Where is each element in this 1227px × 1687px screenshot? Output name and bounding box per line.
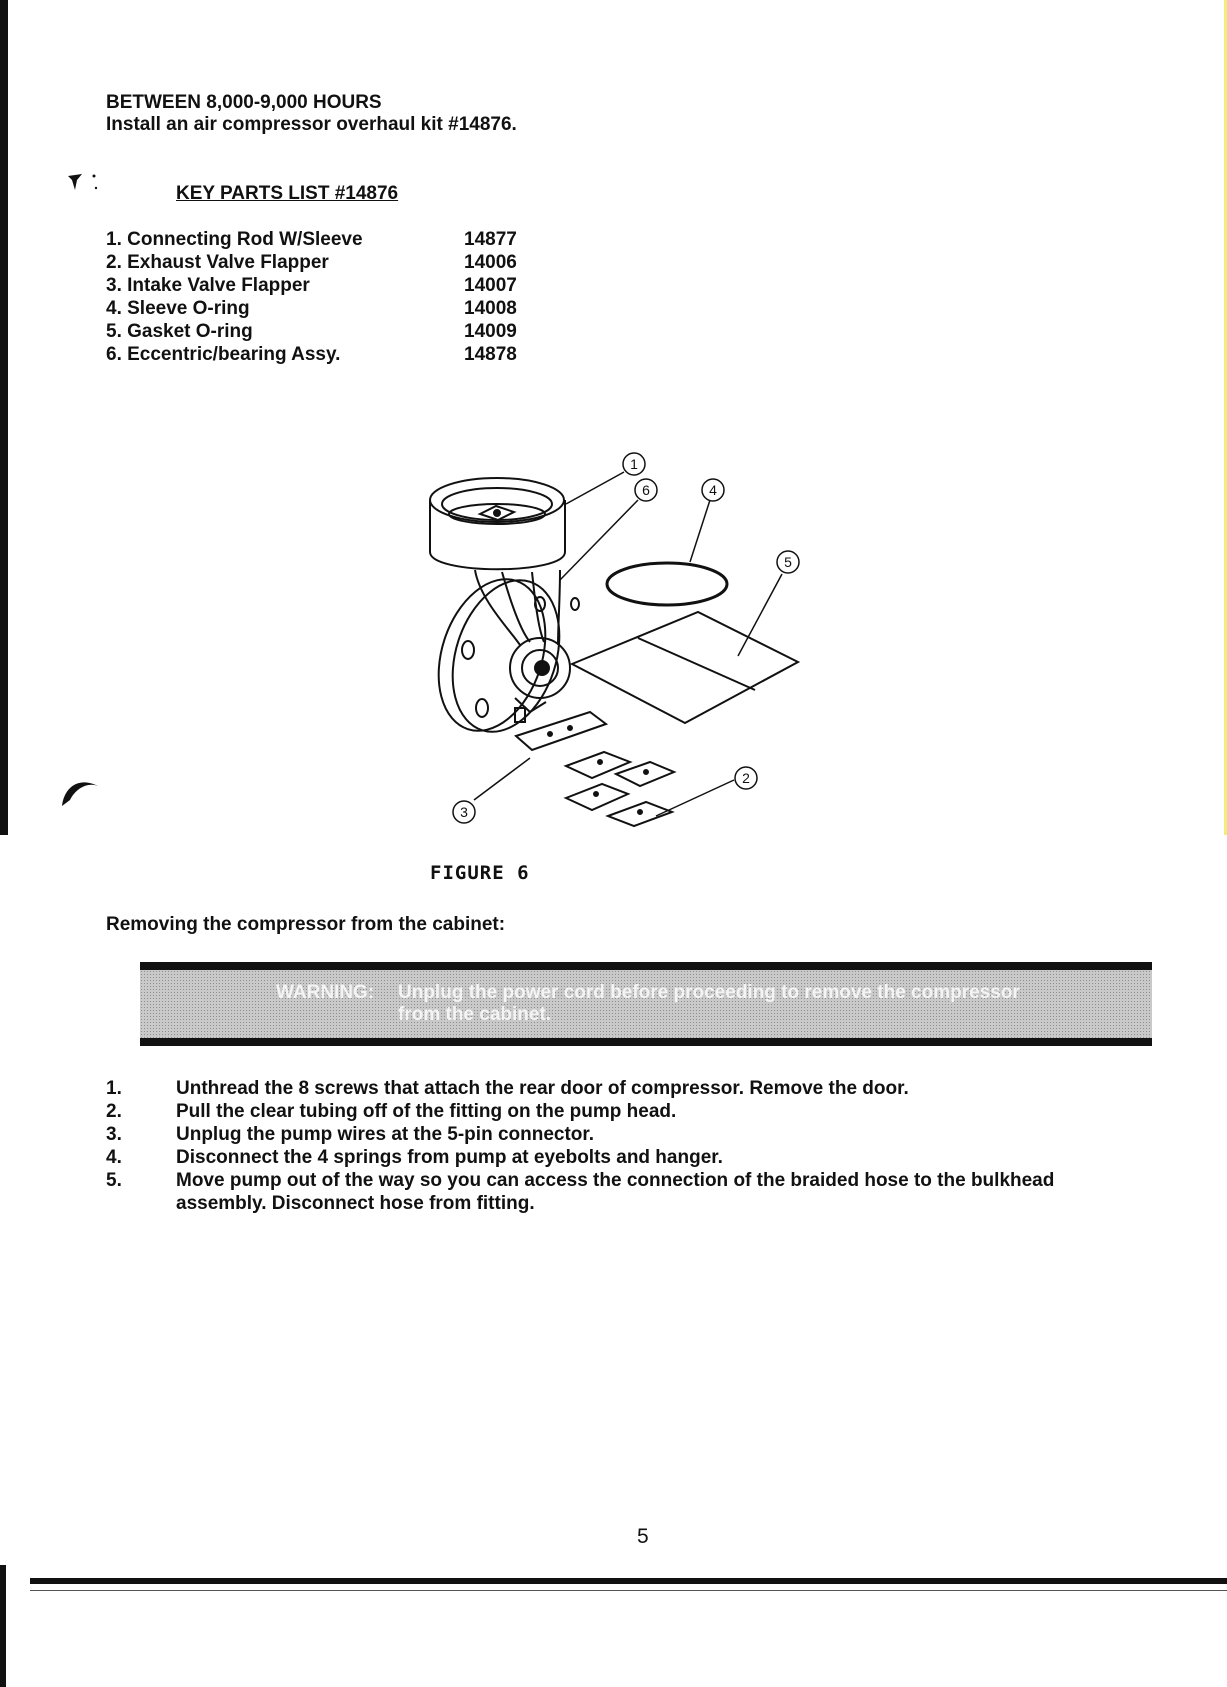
svg-text:4: 4 bbox=[709, 482, 717, 498]
removal-steps bbox=[106, 1077, 1126, 1215]
part-name: 4. Sleeve O-ring bbox=[106, 298, 250, 319]
step-number: 4. bbox=[106, 1147, 122, 1168]
svg-text:6: 6 bbox=[642, 482, 650, 498]
scan-speck-mark bbox=[60, 168, 110, 208]
part-name: 2. Exhaust Valve Flapper bbox=[106, 252, 329, 273]
heading-instruction: Install an air compressor overhaul kit #14876. bbox=[106, 114, 517, 135]
scan-edge-left-bottom bbox=[0, 1565, 6, 1687]
part-name: 6. Eccentric/bearing Assy. bbox=[106, 344, 341, 365]
part-row bbox=[106, 320, 544, 343]
bottom-rule-thin bbox=[30, 1590, 1227, 1591]
step-number: 3. bbox=[106, 1124, 122, 1145]
warning-label: WARNING: bbox=[276, 982, 375, 1003]
intake-valve-flapper bbox=[516, 712, 606, 750]
list-item bbox=[106, 1100, 1126, 1123]
list-item bbox=[106, 1146, 1126, 1169]
part-name: 1. Connecting Rod W/Sleeve bbox=[106, 229, 363, 250]
step-text: Unthread the 8 screws that attach the rear door of compressor. Remove the door. bbox=[176, 1078, 909, 1099]
section-title: Removing the compressor from the cabinet: bbox=[106, 914, 506, 935]
bottom-rule bbox=[30, 1578, 1227, 1584]
svg-text:3: 3 bbox=[460, 804, 468, 820]
scan-edge-left bbox=[0, 0, 8, 835]
step-number: 2. bbox=[106, 1101, 122, 1122]
part-number: 14878 bbox=[464, 344, 517, 365]
part-row bbox=[106, 251, 544, 274]
part-number: 14006 bbox=[464, 252, 517, 273]
parts-list-title: KEY PARTS LIST #14876 bbox=[176, 183, 399, 204]
callout-1 bbox=[623, 453, 645, 475]
part-row bbox=[106, 228, 544, 251]
cylinder-sleeve bbox=[430, 478, 565, 569]
gasket bbox=[572, 612, 798, 723]
step-text: Disconnect the 4 springs from pump at eyebolts and hanger. bbox=[176, 1147, 723, 1168]
sleeve-o-ring bbox=[607, 563, 727, 605]
heading-hours: BETWEEN 8,000-9,000 HOURS bbox=[106, 92, 382, 113]
step-number: 5. bbox=[106, 1170, 122, 1191]
step-text: Pull the clear tubing off of the fitting on the pump head. bbox=[176, 1101, 677, 1122]
warning-message-continued: from the cabinet. bbox=[398, 1004, 552, 1025]
part-row bbox=[106, 297, 544, 320]
page-number: 5 bbox=[637, 1525, 649, 1548]
part-row bbox=[106, 274, 544, 297]
warning-box bbox=[140, 962, 1152, 1046]
callout-4 bbox=[702, 479, 724, 501]
figure-caption: FIGURE 6 bbox=[430, 862, 530, 884]
callout-3 bbox=[453, 801, 475, 823]
callout-5 bbox=[777, 551, 799, 573]
parts-list bbox=[106, 228, 544, 366]
list-item bbox=[106, 1169, 1126, 1215]
part-name: 3. Intake Valve Flapper bbox=[106, 275, 310, 296]
scan-blot-mark bbox=[58, 770, 108, 815]
part-number: 14007 bbox=[464, 275, 517, 296]
list-item bbox=[106, 1123, 1126, 1146]
eccentric-bearing-assembly bbox=[420, 565, 579, 745]
heading bbox=[106, 92, 517, 136]
step-text: Move pump out of the way so you can access the connection of the braided hose to the bulkhead assembly. Disconnect hose from fitting. bbox=[176, 1170, 1055, 1214]
compressor-exploded-diagram bbox=[420, 450, 880, 830]
svg-text:2: 2 bbox=[742, 770, 750, 786]
svg-text:5: 5 bbox=[784, 554, 792, 570]
part-number: 14009 bbox=[464, 321, 517, 342]
step-number: 1. bbox=[106, 1078, 122, 1099]
warning-text bbox=[276, 982, 1020, 1026]
step-text: Unplug the pump wires at the 5-pin connector. bbox=[176, 1124, 595, 1145]
part-name: 5. Gasket O-ring bbox=[106, 321, 253, 342]
callout-2 bbox=[735, 767, 757, 789]
svg-text:1: 1 bbox=[630, 456, 638, 472]
warning-message: Unplug the power cord before proceeding to remove the compressor bbox=[398, 982, 1020, 1003]
part-number: 14008 bbox=[464, 298, 517, 319]
part-number: 14877 bbox=[464, 229, 517, 250]
part-row bbox=[106, 343, 544, 366]
list-item bbox=[106, 1077, 1126, 1100]
callout-6 bbox=[635, 479, 657, 501]
